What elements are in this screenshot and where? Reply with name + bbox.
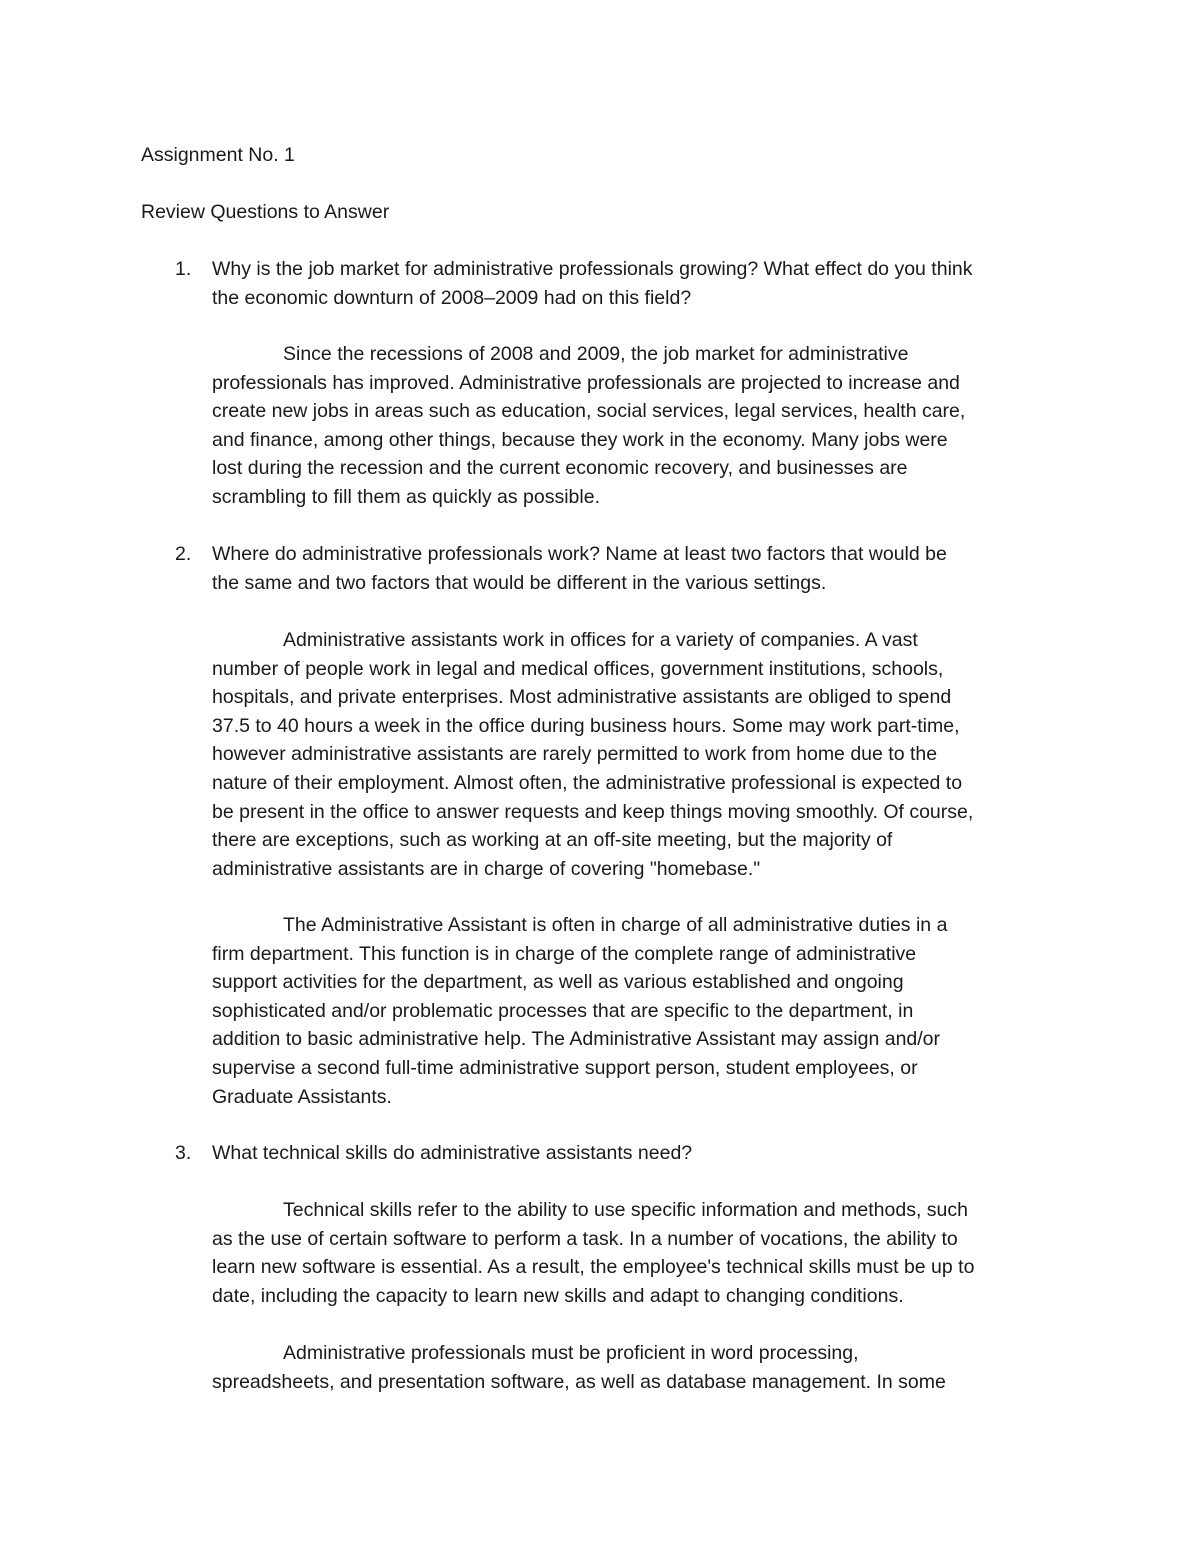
question-number: 1. bbox=[175, 258, 192, 280]
answer-line: administrative assistants are in charge of covering "homebase." bbox=[212, 857, 761, 880]
answer-line: date, including the capacity to learn new skills and adapt to changing conditions. bbox=[212, 1284, 904, 1307]
answer-line: spreadsheets, and presentation software, as well as database management. In some bbox=[212, 1370, 946, 1393]
answer-line: Since the recessions of 2008 and 2009, the job market for administrative bbox=[283, 343, 909, 365]
answer-paragraph bbox=[212, 340, 1072, 512]
answer-line: hospitals, and private enterprises. Most administrative assistants are obliged to spend bbox=[212, 686, 952, 709]
question-text bbox=[212, 255, 1072, 312]
answer-line: there are exceptions, such as working at an off-site meeting, but the majority of bbox=[212, 829, 893, 852]
answer-line: scrambling to fill them as quickly as possible. bbox=[212, 485, 600, 508]
answer-line: Administrative professionals must be proficient in word processing, bbox=[283, 1342, 859, 1364]
answer-line: however administrative assistants are rarely permitted to work from home due to the bbox=[212, 743, 938, 766]
answer-line: and finance, among other things, because they work in the economy. Many jobs were bbox=[212, 428, 948, 451]
answer-paragraph bbox=[212, 1196, 1072, 1310]
answer-line: learn new software is essential. As a result, the employee's technical skills must be up to bbox=[212, 1256, 975, 1279]
answer-paragraph bbox=[212, 911, 1072, 1111]
question-line: the economic downturn of 2008–2009 had on this field? bbox=[212, 286, 692, 309]
answer-line: firm department. This function is in charge of the complete range of administrative bbox=[212, 942, 917, 965]
answer-line: number of people work in legal and medical offices, government institutions, schools, bbox=[212, 657, 944, 680]
question-text bbox=[212, 540, 1072, 597]
answer-line: The Administrative Assistant is often in charge of all administrative duties in a bbox=[283, 914, 948, 936]
answer-line: support activities for the department, as well as various established and ongoing bbox=[212, 971, 904, 994]
question-number: 3. bbox=[175, 1142, 192, 1164]
question-text bbox=[212, 1139, 1072, 1168]
question-line: the same and two factors that would be different in the various settings. bbox=[212, 571, 827, 594]
answer-line: lost during the recession and the current economic recovery, and businesses are bbox=[212, 457, 908, 480]
answer-line: addition to basic administrative help. The Administrative Assistant may assign and/or bbox=[212, 1028, 941, 1051]
question-line: Why is the job market for administrative professionals growing? What effect do you think bbox=[212, 258, 973, 280]
document-title: Assignment No. 1 bbox=[141, 144, 295, 166]
answer-line: Technical skills refer to the ability to use specific information and methods, such bbox=[283, 1199, 968, 1221]
answer-paragraph bbox=[212, 626, 1072, 883]
answer-line: 37.5 to 40 hours a week in the office during business hours. Some may work part-time, bbox=[212, 714, 960, 737]
answer-paragraph bbox=[212, 1339, 1072, 1396]
answer-line: sophisticated and/or problematic processes that are specific to the department, in bbox=[212, 999, 914, 1022]
question-line: Where do administrative professionals work? Name at least two factors that would be bbox=[212, 543, 947, 565]
answer-line: nature of their employment. Almost often, the administrative professional is expected to bbox=[212, 771, 963, 794]
question-line: What technical skills do administrative assistants need? bbox=[212, 1142, 693, 1164]
answer-line: be present in the office to answer requests and keep things moving smoothly. Of course, bbox=[212, 800, 974, 823]
answer-line: Graduate Assistants. bbox=[212, 1085, 392, 1108]
answer-line: as the use of certain software to perform a task. In a number of vocations, the ability to bbox=[212, 1227, 958, 1250]
answer-line: supervise a second full-time administrative support person, student employees, or bbox=[212, 1056, 918, 1079]
answer-line: Administrative assistants work in offices for a variety of companies. A vast bbox=[283, 629, 918, 651]
question-number: 2. bbox=[175, 543, 192, 565]
answer-line: create new jobs in areas such as education, social services, legal services, health care, bbox=[212, 400, 966, 423]
answer-line: professionals has improved. Administrative professionals are projected to increase and bbox=[212, 371, 960, 394]
document-subtitle: Review Questions to Answer bbox=[141, 201, 390, 223]
